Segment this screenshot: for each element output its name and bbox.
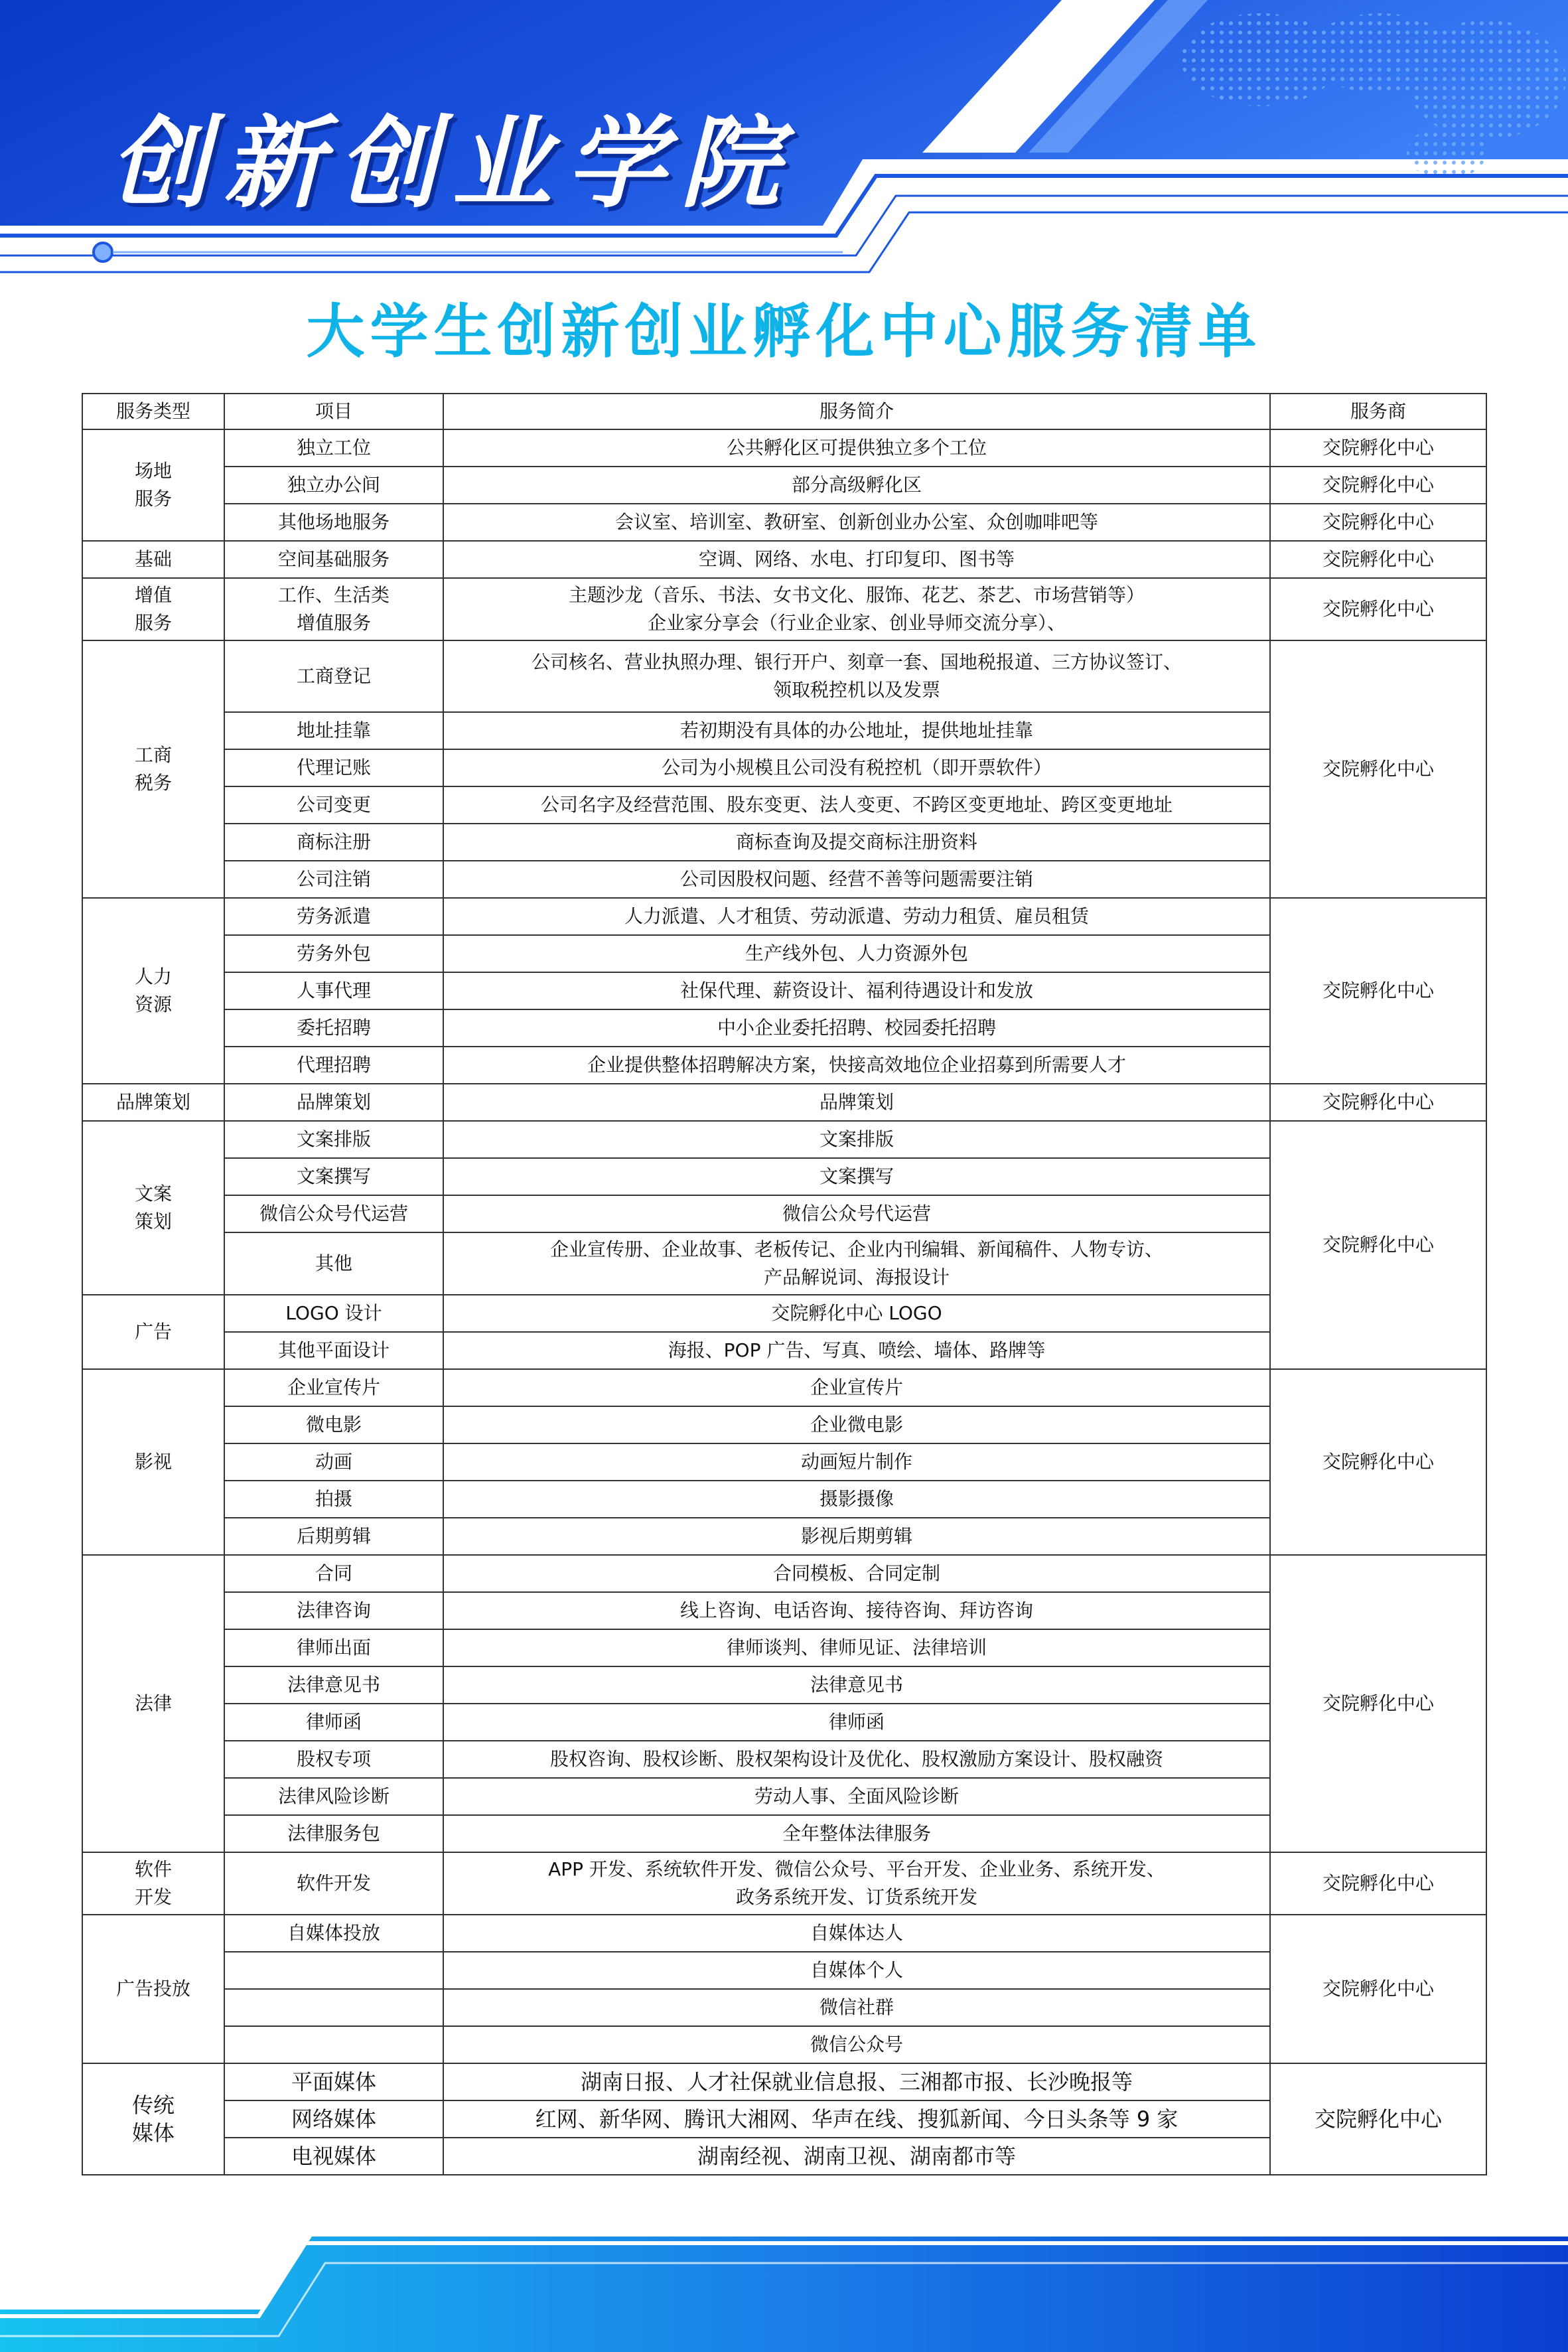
item-cell: 网络媒体 <box>224 2100 443 2138</box>
item-cell: 人事代理 <box>224 972 443 1009</box>
footer-banner <box>0 2217 1568 2352</box>
service-type-cell: 法律 <box>82 1555 224 1852</box>
table-row <box>82 578 1486 640</box>
description-cell: 公司核名、营业执照办理、银行开户、刻章一套、国地税报道、三方协议签订、 领取税控机以及发票 <box>443 640 1270 712</box>
item-cell: 法律风险诊断 <box>224 1778 443 1815</box>
provider-cell: 交院孵化中心 <box>1270 541 1486 578</box>
description-cell: 合同模板、合同定制 <box>443 1555 1270 1592</box>
item-cell <box>224 1952 443 1989</box>
table-row <box>82 2063 1486 2100</box>
service-type-cell: 广告投放 <box>82 1915 224 2063</box>
item-cell: 电视媒体 <box>224 2138 443 2175</box>
table-row <box>82 1121 1486 1158</box>
item-cell: 其他平面设计 <box>224 1332 443 1369</box>
description-cell: 法律意见书 <box>443 1666 1270 1704</box>
service-type-cell: 广告 <box>82 1295 224 1369</box>
provider-cell: 交院孵化中心 <box>1270 1121 1486 1369</box>
service-type-cell: 人力 资源 <box>82 898 224 1084</box>
service-type-cell: 影视 <box>82 1369 224 1555</box>
description-cell: 中小企业委托招聘、校园委托招聘 <box>443 1009 1270 1047</box>
item-cell: 法律服务包 <box>224 1815 443 1852</box>
provider-cell: 交院孵化中心 <box>1270 898 1486 1084</box>
table-row <box>82 504 1486 541</box>
item-cell: 代理招聘 <box>224 1047 443 1084</box>
table-row <box>82 640 1486 712</box>
description-cell: 公司因股权问题、经营不善等问题需要注销 <box>443 861 1270 898</box>
description-cell: 股权咨询、股权诊断、股权架构设计及优化、股权激励方案设计、股权融资 <box>443 1741 1270 1778</box>
description-cell: 律师谈判、律师见证、法律培训 <box>443 1629 1270 1666</box>
description-cell: 商标查询及提交商标注册资料 <box>443 824 1270 861</box>
item-cell: 工作、生活类 增值服务 <box>224 578 443 640</box>
item-cell: 品牌策划 <box>224 1084 443 1121</box>
item-cell: 文案撰写 <box>224 1158 443 1195</box>
table-row <box>82 541 1486 578</box>
header-provider: 服务商 <box>1270 394 1486 429</box>
item-cell <box>224 2026 443 2063</box>
description-cell: 人力派遣、人才租赁、劳动派遣、劳动力租赁、雇员租赁 <box>443 898 1270 935</box>
description-cell: 红网、新华网、腾讯大湘网、华声在线、搜狐新闻、今日头条等 9 家 <box>443 2100 1270 2138</box>
service-type-cell: 文案 策划 <box>82 1121 224 1295</box>
table-header-row <box>82 394 1486 429</box>
provider-cell: 交院孵化中心 <box>1270 1915 1486 2063</box>
description-cell: 会议室、培训室、教研室、创新创业办公室、众创咖啡吧等 <box>443 504 1270 541</box>
table-row <box>82 898 1486 935</box>
description-cell: 律师函 <box>443 1704 1270 1741</box>
item-cell: 其他场地服务 <box>224 504 443 541</box>
service-type-cell: 基础 <box>82 541 224 578</box>
provider-cell: 交院孵化中心 <box>1270 1369 1486 1555</box>
provider-cell: 交院孵化中心 <box>1270 640 1486 898</box>
item-cell: 自媒体投放 <box>224 1915 443 1952</box>
table-row <box>82 1852 1486 1915</box>
description-cell: 微信公众号 <box>443 2026 1270 2063</box>
description-cell: 公司为小规模且公司没有税控机（即开票软件） <box>443 749 1270 786</box>
description-cell: 生产线外包、人力资源外包 <box>443 935 1270 972</box>
service-type-cell: 工商 税务 <box>82 640 224 898</box>
item-cell: 独立办公间 <box>224 467 443 504</box>
description-cell: 主题沙龙（音乐、书法、女书文化、服饰、花艺、茶艺、市场营销等） 企业家分享会（行业企业家、创业导师交流分享）、 <box>443 578 1270 640</box>
page-title: 大学生创新创业孵化中心服务清单 <box>306 297 1262 366</box>
provider-cell: 交院孵化中心 <box>1270 1084 1486 1121</box>
description-cell: 企业宣传片 <box>443 1369 1270 1406</box>
item-cell: 平面媒体 <box>224 2063 443 2100</box>
item-cell <box>224 1989 443 2026</box>
item-cell: 工商登记 <box>224 640 443 712</box>
table-row <box>82 429 1486 467</box>
description-cell: 公共孵化区可提供独立多个工位 <box>443 429 1270 467</box>
item-cell: 律师函 <box>224 1704 443 1741</box>
description-cell: 湖南经视、湖南卫视、湖南都市等 <box>443 2138 1270 2175</box>
description-cell: 品牌策划 <box>443 1084 1270 1121</box>
table-row <box>82 1369 1486 1406</box>
description-cell: 自媒体达人 <box>443 1915 1270 1952</box>
provider-cell: 交院孵化中心 <box>1270 578 1486 640</box>
item-cell: LOGO 设计 <box>224 1295 443 1332</box>
item-cell: 代理记账 <box>224 749 443 786</box>
description-cell: 若初期没有具体的办公地址，提供地址挂靠 <box>443 712 1270 749</box>
provider-cell: 交院孵化中心 <box>1270 2063 1486 2175</box>
item-cell: 商标注册 <box>224 824 443 861</box>
header-description: 服务简介 <box>443 394 1270 429</box>
item-cell: 法律意见书 <box>224 1666 443 1704</box>
item-cell: 地址挂靠 <box>224 712 443 749</box>
item-cell: 公司注销 <box>224 861 443 898</box>
description-cell: 社保代理、薪资设计、福利待遇设计和发放 <box>443 972 1270 1009</box>
service-table <box>82 393 1487 2175</box>
header-item: 项目 <box>224 394 443 429</box>
item-cell: 动画 <box>224 1443 443 1481</box>
description-cell: 交院孵化中心 LOGO <box>443 1295 1270 1332</box>
description-cell: 部分高级孵化区 <box>443 467 1270 504</box>
item-cell: 法律咨询 <box>224 1592 443 1629</box>
description-cell: APP 开发、系统软件开发、微信公众号、平台开发、企业业务、系统开发、 政务系统开发、订货系统开发 <box>443 1852 1270 1915</box>
description-cell: 企业微电影 <box>443 1406 1270 1443</box>
item-cell: 公司变更 <box>224 786 443 824</box>
description-cell: 微信社群 <box>443 1989 1270 2026</box>
description-cell: 公司名字及经营范围、股东变更、法人变更、不跨区变更地址、跨区变更地址 <box>443 786 1270 824</box>
item-cell: 文案排版 <box>224 1121 443 1158</box>
service-type-cell: 软件 开发 <box>82 1852 224 1915</box>
item-cell: 劳务外包 <box>224 935 443 972</box>
item-cell: 拍摄 <box>224 1481 443 1518</box>
service-type-cell: 增值 服务 <box>82 578 224 640</box>
item-cell: 软件开发 <box>224 1852 443 1915</box>
description-cell: 摄影摄像 <box>443 1481 1270 1518</box>
item-cell: 微信公众号代运营 <box>224 1195 443 1232</box>
description-cell: 线上咨询、电话咨询、接待咨询、拜访咨询 <box>443 1592 1270 1629</box>
header-service-type: 服务类型 <box>82 394 224 429</box>
item-cell: 委托招聘 <box>224 1009 443 1047</box>
table-row <box>82 1915 1486 1952</box>
table-row <box>82 1555 1486 1592</box>
table-body <box>82 429 1486 2175</box>
description-cell: 企业宣传册、企业故事、老板传记、企业内刊编辑、新闻稿件、人物专访、 产品解说词、海报设计 <box>443 1232 1270 1295</box>
college-title: 创新创业学院 <box>109 105 795 222</box>
item-cell: 劳务派遣 <box>224 898 443 935</box>
item-cell: 企业宣传片 <box>224 1369 443 1406</box>
service-type-cell: 传统 媒体 <box>82 2063 224 2175</box>
service-type-cell: 品牌策划 <box>82 1084 224 1121</box>
provider-cell: 交院孵化中心 <box>1270 429 1486 467</box>
provider-cell: 交院孵化中心 <box>1270 467 1486 504</box>
provider-cell: 交院孵化中心 <box>1270 1555 1486 1852</box>
description-cell: 湖南日报、人才社保就业信息报、三湘都市报、长沙晚报等 <box>443 2063 1270 2100</box>
service-table-container <box>82 393 1486 2175</box>
description-cell: 文案排版 <box>443 1121 1270 1158</box>
item-cell: 其他 <box>224 1232 443 1295</box>
table-row <box>82 467 1486 504</box>
description-cell: 空调、网络、水电、打印复印、图书等 <box>443 541 1270 578</box>
description-cell: 文案撰写 <box>443 1158 1270 1195</box>
service-type-cell: 场地 服务 <box>82 429 224 541</box>
provider-cell: 交院孵化中心 <box>1270 1852 1486 1915</box>
item-cell: 微电影 <box>224 1406 443 1443</box>
description-cell: 自媒体个人 <box>443 1952 1270 1989</box>
provider-cell: 交院孵化中心 <box>1270 504 1486 541</box>
description-cell: 劳动人事、全面风险诊断 <box>443 1778 1270 1815</box>
item-cell: 独立工位 <box>224 429 443 467</box>
description-cell: 动画短片制作 <box>443 1443 1270 1481</box>
item-cell: 空间基础服务 <box>224 541 443 578</box>
item-cell: 合同 <box>224 1555 443 1592</box>
item-cell: 律师出面 <box>224 1629 443 1666</box>
description-cell: 影视后期剪辑 <box>443 1518 1270 1555</box>
description-cell: 海报、POP 广告、写真、喷绘、墙体、路牌等 <box>443 1332 1270 1369</box>
description-cell: 企业提供整体招聘解决方案，快接高效地位企业招募到所需要人才 <box>443 1047 1270 1084</box>
item-cell: 股权专项 <box>224 1741 443 1778</box>
table-row <box>82 1084 1486 1121</box>
description-cell: 全年整体法律服务 <box>443 1815 1270 1852</box>
item-cell: 后期剪辑 <box>224 1518 443 1555</box>
description-cell: 微信公众号代运营 <box>443 1195 1270 1232</box>
